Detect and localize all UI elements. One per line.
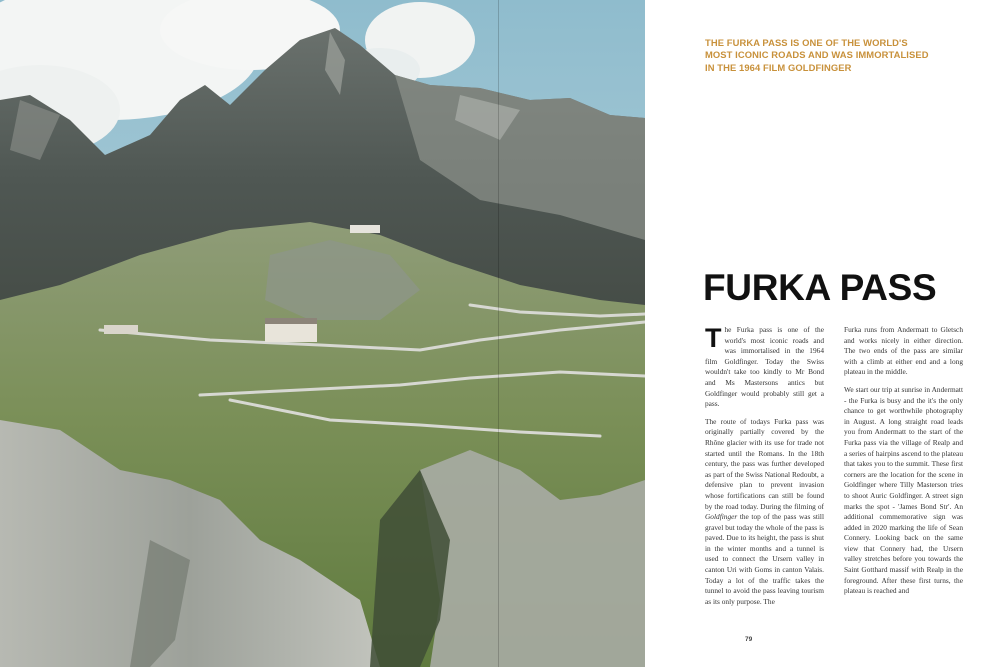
paragraph: Furka runs from Andermatt to Gletsch and works nicely in either direction. The two ends of the pass are similar with a climb at either end and a long plateau in the middle.: [844, 325, 963, 377]
film-title: Goldfinger: [705, 512, 738, 522]
article-page: [645, 0, 1000, 667]
page-number: 79: [745, 636, 753, 643]
drop-cap: T: [705, 323, 722, 353]
text-column-2: [844, 325, 963, 604]
article-headline: FURKA PASS: [703, 267, 937, 308]
text-column-1: [705, 325, 824, 614]
page-gutter: [498, 0, 499, 667]
paragraph: The route of todays Furka pass was originally partially covered by the Rhône glacier with its use for trade not started until the Romans. In the 18th century, the pass was further developed as part of the Swiss National Redoubt, a defensive plan to prevent invasion whose fortifications can still be found by the road today. During the filming of Goldfinger the top of the pass was still gravel but today the whole of the pass is paved. Due to its height, the pass is shut in the winter months and a tunnel is used to connect the Ursern valley in canton Uri with Goms in canton Valais. Today a lot of the traffic takes the tunnel to avoid the pass leaving tourism as its only purpose. The: [705, 416, 824, 606]
standfirst: THE FURKA PASS IS ONE OF THE WORLD'S MOST ICONIC ROADS AND WAS IMMORTALISED IN THE 1964 FILM GOLDFINGER: [705, 37, 929, 73]
paragraph: We start our trip at sunrise in Andermatt - the Furka is busy and the it's the only chance to get worthwhile photography in August. A long straight road leads you from Andermatt to the start of the Furka pass via the village of Realp and a series of hairpins ascend to the plateau that takes you to the summit. These first corners are the location for the scene in Goldfinger where Tilly Masterson tries to shoot Auric Goldfinger. A street sign marks the spot - 'James Bond Str'. An additional commemorative sign was added in 2020 marking the life of Sean Connery. Looking back on the same view that Connery had, the Ursern valley stretches before you towards the Saint Gotthard massif with Realp in the foreground. After these first turns, the plateau is reached and: [844, 384, 963, 596]
paragraph: The Furka pass is one of the world's most iconic roads and was immortalised in the 1964 film Goldfinger. Today the Swiss wouldn't take too kindly to Mr Bond and Ms Mastersons antics but Goldfinger would probably still get a pass.: [705, 323, 824, 409]
